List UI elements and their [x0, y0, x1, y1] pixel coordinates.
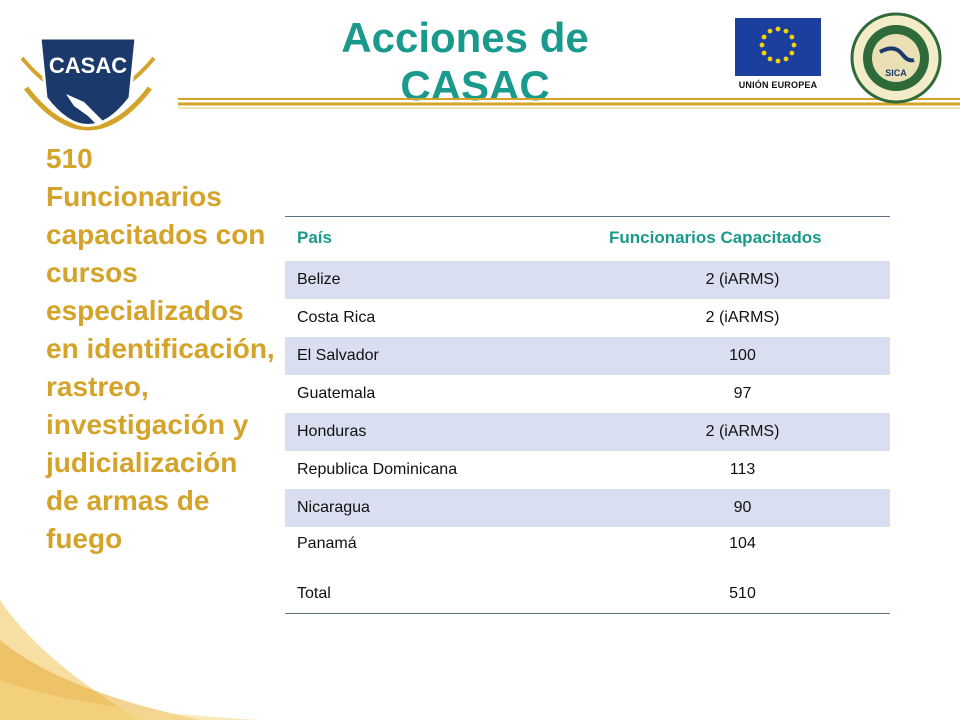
value-cell: 2 (iARMS)	[705, 309, 780, 326]
title-line-2: CASAC	[400, 62, 550, 109]
value-cell: 113	[729, 461, 756, 478]
value-cell: 97	[733, 385, 752, 402]
eu-logo-label: UNIÓN EUROPEA	[738, 80, 818, 90]
training-table	[285, 216, 890, 614]
sica-seal-text: SICA	[885, 68, 907, 78]
eu-flag-icon	[735, 18, 821, 76]
sica-seal	[850, 12, 942, 104]
casac-logo	[18, 18, 158, 158]
country-cell: Belize	[285, 261, 595, 299]
table-row	[285, 527, 890, 575]
country-cell: Costa Rica	[297, 309, 376, 326]
column-header-country: País	[285, 217, 595, 262]
country-cell: Guatemala	[297, 385, 376, 402]
table-total-row	[285, 575, 890, 614]
value-cell: 2 (iARMS)	[595, 261, 890, 299]
table-row	[285, 413, 890, 451]
table-row	[285, 299, 890, 337]
title-line-1: Acciones de	[341, 14, 589, 61]
table-row	[285, 375, 890, 413]
table-row	[285, 489, 890, 527]
value-cell: 2 (iARMS)	[595, 413, 890, 451]
value-cell: 104	[729, 535, 756, 552]
total-label-cell: Total	[285, 575, 595, 614]
value-cell: 100	[595, 337, 890, 375]
decorative-swoosh	[0, 560, 300, 720]
country-cell: Republica Dominicana	[297, 461, 458, 478]
table-row	[285, 337, 890, 375]
country-cell: Honduras	[285, 413, 595, 451]
column-header-trained: Funcionarios Capacitados	[595, 217, 890, 262]
country-cell: Panamá	[297, 535, 357, 552]
table-header-row	[285, 217, 890, 262]
country-cell: El Salvador	[285, 337, 595, 375]
value-cell: 90	[595, 489, 890, 527]
casac-logo-text: CASAC	[48, 53, 128, 78]
table-row	[285, 451, 890, 489]
table-row	[285, 261, 890, 299]
country-cell: Nicaragua	[285, 489, 595, 527]
headline-text: 510 Funcionarios capacitados con cursos especializados en identificación, rastreo, investigación y judicialización de armas de fuego	[46, 143, 275, 554]
eu-logo	[733, 18, 823, 90]
total-value-cell: 510	[595, 575, 890, 614]
title-underline-decoration	[178, 96, 960, 110]
